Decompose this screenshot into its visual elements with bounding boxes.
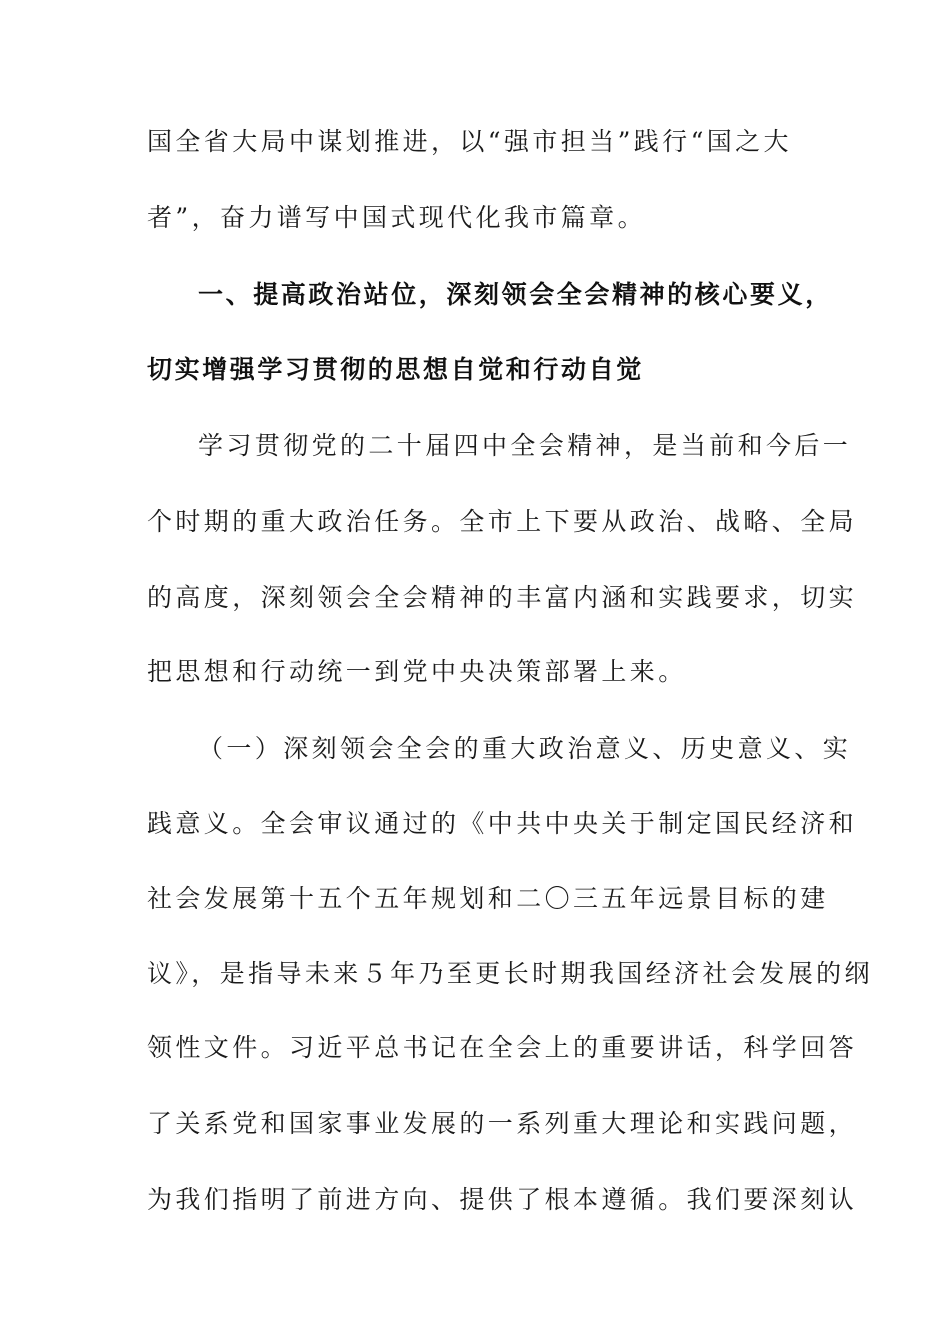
paragraph-line: 了关系党和国家事业发展的一系列重大理论和实践问题， (147, 1109, 858, 1138)
paragraph-line: 国全省大局中谋划推进，以“强市担当”践行“国之大 (147, 127, 792, 156)
paragraph-line: 议》，是指导未来５年乃至更长时期我国经济社会发展的纲 (147, 959, 873, 988)
paragraph-line: 的高度，深刻领会全会精神的丰富内涵和实践要求，切实 (147, 583, 858, 612)
paragraph-line: 社会发展第十五个五年规划和二〇三五年远景目标的建 (147, 884, 829, 913)
paragraph-line: 把思想和行动统一到党中央决策部署上来。 (147, 657, 687, 686)
section-heading-line: 一、提高政治站位，深刻领会全会精神的核心要义， (198, 280, 833, 309)
paragraph-line: 践意义。全会审议通过的《中共中央关于制定国民经济和 (147, 809, 858, 838)
paragraph-line: 个时期的重大政治任务。全市上下要从政治、战略、全局 (147, 507, 858, 536)
paragraph-line: 学习贯彻党的二十届四中全会精神，是当前和今后一 (198, 431, 852, 460)
paragraph-line: 领性文件。习近平总书记在全会上的重要讲话，科学回答 (147, 1033, 858, 1062)
paragraph-line: 者”，奋力谱写中国式现代化我市篇章。 (147, 203, 646, 232)
paragraph-line: 为我们指明了前进方向、提供了根本遵循。我们要深刻认 (147, 1185, 858, 1214)
paragraph-line: （一）深刻领会全会的重大政治意义、历史意义、实 (198, 734, 852, 763)
section-heading-line: 切实增强学习贯彻的思想自觉和行动自觉 (147, 355, 644, 384)
